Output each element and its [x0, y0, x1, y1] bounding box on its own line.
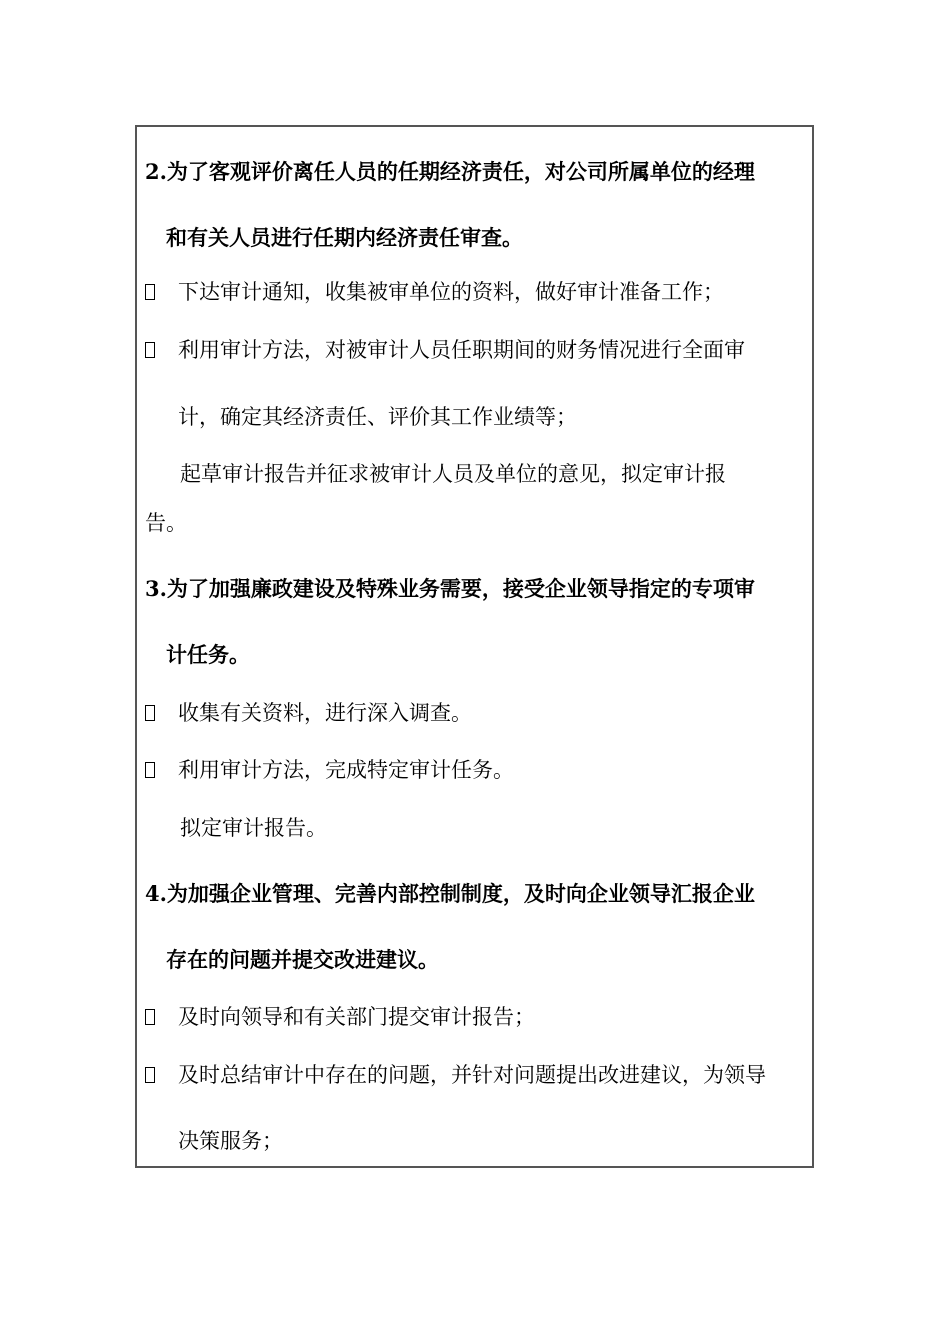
- section-3-item-1: 收集有关资料，进行深入调查。: [178, 701, 472, 725]
- bullet-icon: [145, 1067, 155, 1083]
- section-3-plain-line-1: 拟定审计报告。: [180, 816, 327, 840]
- section-2-heading-line-2: 和有关人员进行任期内经济责任审查。: [166, 225, 523, 250]
- section-2-heading-line-1: 2.为了客观评价离任人员的任期经济责任，对公司所属单位的经理: [145, 159, 755, 184]
- bullet-icon: [145, 284, 155, 300]
- section-4-item-2-line-2: 决策服务；: [178, 1129, 283, 1153]
- section-3-item-2: 利用审计方法，完成特定审计任务。: [178, 758, 514, 782]
- section-3-heading-line-2: 计任务。: [166, 642, 250, 667]
- section-4-heading-line-1: 4.为加强企业管理、完善内部控制制度，及时向企业领导汇报企业: [145, 881, 755, 906]
- section-4-heading-line-2: 存在的问题并提交改进建议。: [166, 947, 439, 972]
- section-4-item-2-line-1: 及时总结审计中存在的问题，并针对问题提出改进建议，为领导: [178, 1063, 766, 1087]
- section-2-item-1: 下达审计通知，收集被审单位的资料，做好审计准备工作；: [178, 280, 724, 304]
- section-4-item-1: 及时向领导和有关部门提交审计报告；: [178, 1005, 535, 1029]
- section-2-item-2-line-2: 计，确定其经济责任、评价其工作业绩等；: [178, 405, 577, 429]
- bullet-icon: [145, 1009, 155, 1025]
- bullet-icon: [145, 342, 155, 358]
- section-2-plain-line-2: 告。: [145, 511, 187, 535]
- section-3-heading-line-1: 3.为了加强廉政建设及特殊业务需要，接受企业领导指定的专项审: [145, 576, 755, 601]
- section-2-item-2-line-1: 利用审计方法，对被审计人员任职期间的财务情况进行全面审: [178, 338, 745, 362]
- bullet-icon: [145, 705, 155, 721]
- section-2-plain-line-1: 起草审计报告并征求被审计人员及单位的意见，拟定审计报: [180, 462, 726, 486]
- bullet-icon: [145, 762, 155, 778]
